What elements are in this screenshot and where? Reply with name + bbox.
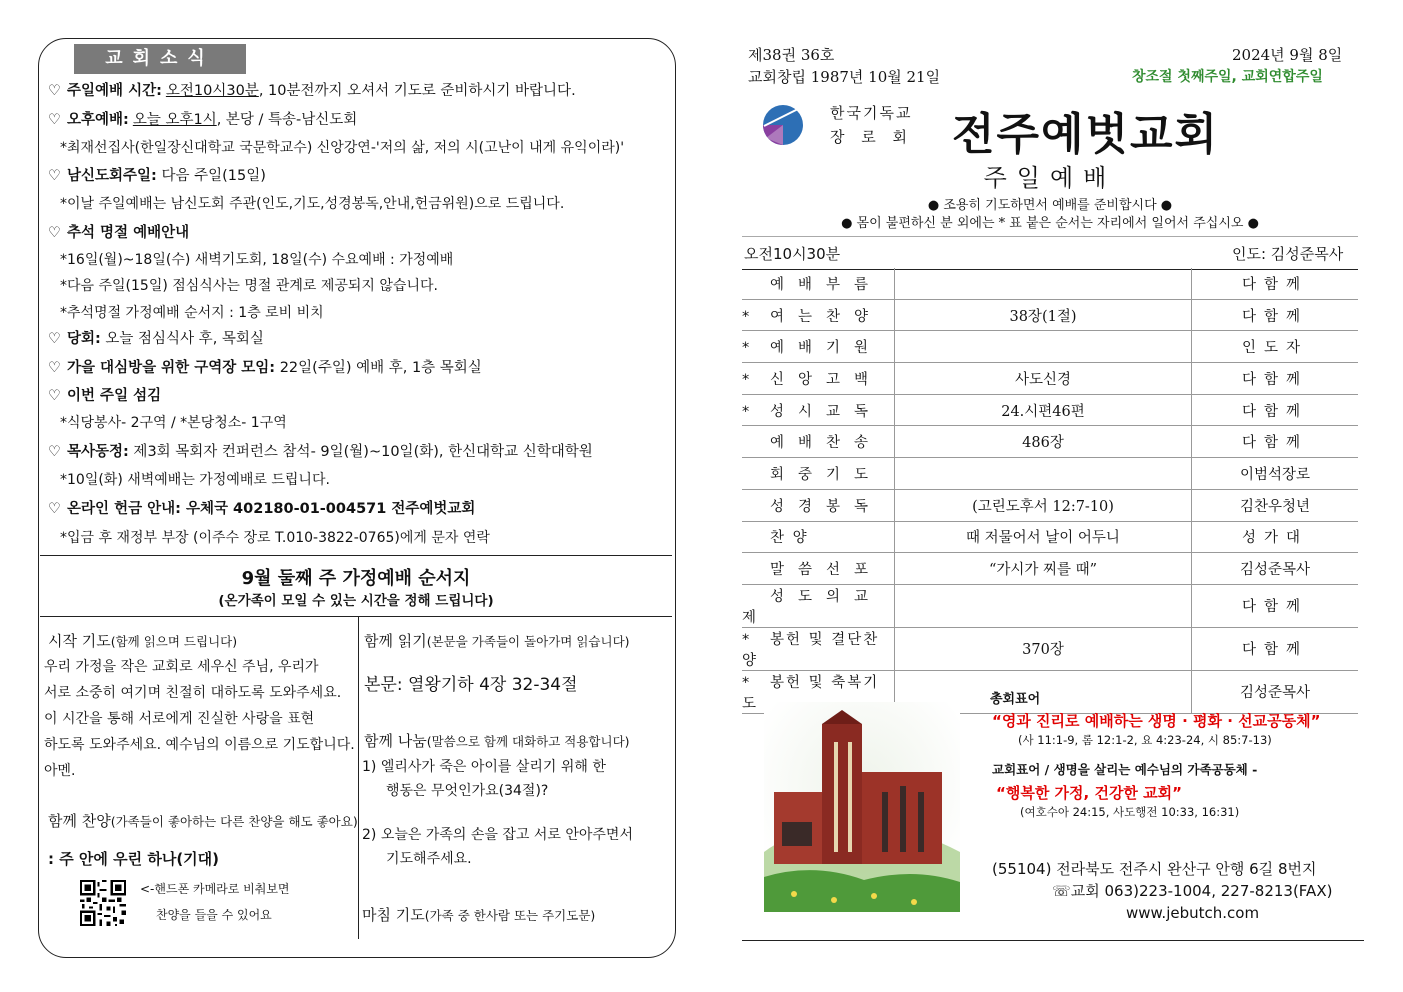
news-item-highlight: 오전10시30분 (165, 83, 259, 99)
church-motto-refs: (여호수아 24:15, 사도행전 10:33, 16:31) (1020, 805, 1240, 819)
news-item (48, 223, 189, 243)
news-item-title: 가을 대심방을 위한 구역장 모임: (67, 360, 276, 376)
news-item (48, 442, 593, 462)
order-item-name: 예배부름 (770, 276, 883, 293)
sharing-heading: 함께 나눔(말씀으로 함께 대화하고 적용합니다) (364, 732, 630, 750)
order-item (742, 363, 895, 395)
order-by: 다함께 (1192, 584, 1359, 627)
news-item (48, 329, 264, 349)
order-item (742, 458, 895, 490)
order-content (895, 331, 1192, 363)
order-content: 24.시편46편 (895, 394, 1192, 426)
order-by: 다함께 (1192, 299, 1359, 331)
church-motto-label: 교회표어 / 생명을 살리는 예수님의 가족공동체 - (992, 762, 1258, 777)
order-by: 인도자 (1192, 331, 1359, 363)
denomination-line: 장 로 회 (830, 128, 914, 146)
season-label: 창조절 첫째주일, 교회연합주일 (1132, 69, 1323, 85)
order-content: 때 저물어서 날이 어두니 (895, 521, 1192, 553)
heart-icon: ♡ (48, 112, 61, 128)
news-tab: 교회소식 (74, 44, 246, 74)
news-item-title: 남신도회주일: (67, 168, 157, 184)
service-title: 주일예배 (983, 164, 1117, 192)
heart-icon: ♡ (48, 501, 61, 517)
news-detail: *16일(월)~18일(수) 새벽기도회, 18일(수) 수요예배 : 가정예배 (60, 252, 454, 268)
notice: ● 몸이 불편하신 분 외에는 * 표 붙은 순서는 자리에서 일어서 주십시오 ● (841, 216, 1259, 231)
order-item (742, 394, 895, 426)
order-by: 이범석장로 (1192, 458, 1359, 490)
order-item-name: 성시교독 (770, 403, 883, 420)
church-building-image (764, 702, 960, 912)
heart-icon: ♡ (48, 444, 61, 460)
news-item (48, 110, 357, 130)
opening-prayer-line: 우리 가정을 작은 교회로 세우신 주님, 우리가 (44, 659, 319, 675)
question: 1) 엘리사가 죽은 아이를 살리기 위해 한 (362, 759, 606, 775)
news-item (48, 81, 576, 101)
order-content (895, 458, 1192, 490)
news-item-title: 이번 주일 섬김 (67, 388, 162, 404)
news-item-body: 제3회 목회자 컨퍼런스 참석- 9일(월)~10일(화), 한신대학교 신학대학원 (128, 444, 593, 460)
order-content: 사도신경 (895, 363, 1192, 395)
passage: 본문: 열왕기하 4장 32-34절 (364, 675, 578, 695)
news-detail: *10일(화) 새벽예배는 가정예배로 드립니다. (60, 472, 330, 488)
order-item-name: 봉헌 및 결단찬양 (742, 631, 880, 669)
founded-date: 교회창립 1987년 10월 21일 (748, 68, 941, 86)
address: (55104) 전라북도 전주시 완산구 안행 6길 8번지 (992, 860, 1317, 878)
order-content: (고린도후서 12:7-10) (895, 489, 1192, 521)
order-item-name: 찬 양 (770, 530, 809, 547)
order-row (742, 394, 1358, 426)
order-content: 486장 (895, 426, 1192, 458)
standing-mark: * (742, 371, 750, 388)
order-row (742, 299, 1358, 331)
order-item (742, 627, 895, 670)
order-by: 다함께 (1192, 627, 1359, 670)
order-by: 김찬우청년 (1192, 489, 1359, 521)
order-row (742, 584, 1358, 627)
order-item-name: 봉헌 및 축복기도 (742, 674, 880, 712)
qr-code-icon (80, 880, 126, 926)
service-leader: 인도: 김성준목사 (1232, 245, 1344, 263)
standing-mark: * (742, 674, 750, 691)
reading-heading: 함께 읽기(본문을 가족들이 돌아가며 읽습니다) (364, 632, 630, 650)
divider (40, 616, 672, 617)
order-content (895, 268, 1192, 299)
heart-icon: ♡ (48, 331, 61, 347)
news-detail: *다음 주일(15일) 점심식사는 명절 관계로 제공되지 않습니다. (60, 278, 438, 294)
standing-mark: * (742, 403, 750, 420)
news-item-body: 다음 주일(15일) (156, 168, 266, 184)
bulletin-date: 2024년 9월 8일 (1232, 46, 1343, 64)
order-item-name: 회중기도 (770, 466, 883, 483)
order-by: 다함께 (1192, 394, 1359, 426)
denomination-logo-icon (762, 104, 804, 146)
order-item-name: 여는찬양 (770, 308, 883, 325)
order-by: 김성준목사 (1192, 670, 1359, 713)
order-item (742, 584, 895, 627)
order-by: 다함께 (1192, 426, 1359, 458)
hymn-title: : 주 안에 우린 하나(기대) (48, 850, 220, 868)
order-item (742, 521, 895, 553)
news-detail: *이날 주일예배는 남신도회 주관(인도,기도,성경봉독,안내,헌금위원)으로 드립니다. (60, 196, 565, 212)
opening-prayer-line: 서로 소중히 여기며 친절히 대하도록 도와주세요. (44, 685, 342, 701)
order-by: 다함께 (1192, 268, 1359, 299)
church-name: 전주예벗교회 (952, 109, 1220, 160)
order-row (742, 426, 1358, 458)
news-item-title: 추석 명절 예배안내 (67, 225, 190, 241)
order-row (742, 521, 1358, 553)
order-item-name: 말씀선포 (770, 562, 883, 579)
question: 2) 오늘은 가족의 손을 잡고 서로 안아주면서 (362, 827, 633, 843)
website-link[interactable]: www.jebutch.com (1126, 904, 1260, 922)
news-item-title: 주일예배 시간: (67, 83, 162, 99)
home-worship-title: 9월 둘째 주 가정예배 순서지 (241, 568, 471, 589)
heart-icon: ♡ (48, 168, 61, 184)
church-motto-text: “행복한 가정, 건강한 교회” (996, 784, 1182, 802)
opening-prayer-heading: 시작 기도(함께 읽으며 드립니다) (48, 632, 238, 650)
standing-mark: * (742, 340, 750, 357)
hymn-heading: 함께 찬양(가족들이 좋아하는 다른 찬양을 해도 좋아요) (48, 812, 358, 830)
order-row (742, 489, 1358, 521)
order-row (742, 363, 1358, 395)
heart-icon: ♡ (48, 360, 61, 376)
news-item (48, 166, 266, 186)
news-item (48, 386, 161, 406)
standing-mark: * (742, 308, 750, 325)
standing-mark: * (742, 631, 750, 648)
order-item (742, 426, 895, 458)
order-item (742, 268, 895, 299)
order-row (742, 627, 1358, 670)
denomination-line: 한국기독교 (830, 104, 913, 122)
question: 기도해주세요. (386, 851, 472, 867)
order-content: 38장(1절) (895, 299, 1192, 331)
order-item-name: 성경봉독 (770, 498, 883, 515)
news-item-highlight: 오늘 오후1시 (132, 112, 217, 128)
news-item-title: 목사동정: (67, 444, 129, 460)
notice: ● 조용히 기도하면서 예배를 준비합시다 ● (927, 198, 1173, 213)
order-item (742, 331, 895, 363)
order-by: 김성준목사 (1192, 553, 1359, 585)
order-row (742, 331, 1358, 363)
divider (40, 555, 672, 556)
opening-prayer-line: 하도록 도와주세요. 예수님의 이름으로 기도합니다. (44, 737, 355, 753)
order-item-name: 예배찬송 (770, 435, 883, 452)
order-item-name: 예배기원 (770, 340, 883, 357)
news-item-body: 오늘 점심식사 후, 목회실 (100, 331, 264, 347)
order-item (742, 489, 895, 521)
closing-prayer: 마침 기도(가족 중 한사람 또는 주기도문) (362, 906, 596, 924)
question: 행동은 무엇인가요(34절)? (386, 783, 549, 799)
order-item (742, 553, 895, 585)
divider (742, 940, 1364, 941)
opening-prayer-line: 이 시간을 통해 서로에게 진실한 사랑을 표현 (44, 711, 315, 727)
motto-refs: (사 11:1-9, 롬 12:1-2, 요 4:23-24, 시 85:7-13) (1018, 733, 1272, 747)
news-item-body: 22일(주일) 예배 후, 1층 목회실 (275, 360, 482, 376)
volume-number: 제38권 36호 (748, 46, 835, 64)
service-header-row (742, 236, 1358, 270)
phone: ☏교회 063)223-1004, 227-8213(FAX) (1052, 882, 1333, 900)
news-detail: *입금 후 재정부 부장 (이주수 장로 T.010-3822-0765)에게 문자 연락 (60, 530, 490, 546)
order-item (742, 299, 895, 331)
column-divider (358, 617, 359, 939)
motto-label: 총회표어 (990, 692, 1041, 707)
qr-caption: 찬양을 들을 수 있어요 (156, 908, 272, 922)
order-item-name: 신앙고백 (770, 371, 883, 388)
service-time: 오전10시30분 (744, 245, 841, 263)
order-by: 다함께 (1192, 363, 1359, 395)
order-content: “가시가 찌를 때” (895, 553, 1192, 585)
order-of-worship (742, 268, 1358, 714)
order-by: 성가대 (1192, 521, 1359, 553)
news-item-body: , 10분전까지 오셔서 기도로 준비하시기 바랍니다. (258, 83, 576, 99)
order-item-name: 성도의교제 (742, 588, 883, 626)
news-item-title: 당회: (67, 331, 101, 347)
order-content (895, 584, 1192, 627)
news-detail: *식당봉사- 2구역 / *본당청소- 1구역 (60, 415, 287, 431)
order-content: 370장 (895, 627, 1192, 670)
qr-caption: <-핸드폰 카메라로 비춰보면 (140, 882, 290, 896)
news-item (48, 499, 475, 519)
home-worship-subtitle: (온가족이 모일 수 있는 시간을 정해 드립니다) (218, 593, 494, 609)
order-row (742, 458, 1358, 490)
order-row (742, 553, 1358, 585)
news-item-title: 오후예배: (67, 112, 129, 128)
heart-icon: ♡ (48, 388, 61, 404)
heart-icon: ♡ (48, 83, 61, 99)
opening-prayer-line: 아멘. (44, 763, 76, 779)
news-item (48, 358, 482, 378)
news-item-title: 온라인 헌금 안내: 우체국 402180-01-004571 전주예벗교회 (67, 501, 476, 517)
news-detail: *최재선집사(한일장신대학교 국문학교수) 신앙강연-'저의 삶, 저의 시(고난이 내게 유익이라)' (60, 140, 625, 156)
motto-text: “영과 진리로 예배하는 생명 · 평화 · 선교공동체” (992, 712, 1321, 730)
news-detail: *추석명절 가정예배 순서지 : 1층 로비 비치 (60, 305, 324, 321)
heart-icon: ♡ (48, 225, 61, 241)
order-row (742, 268, 1358, 299)
news-item-body: , 본당 / 특송-남신도회 (216, 112, 358, 128)
